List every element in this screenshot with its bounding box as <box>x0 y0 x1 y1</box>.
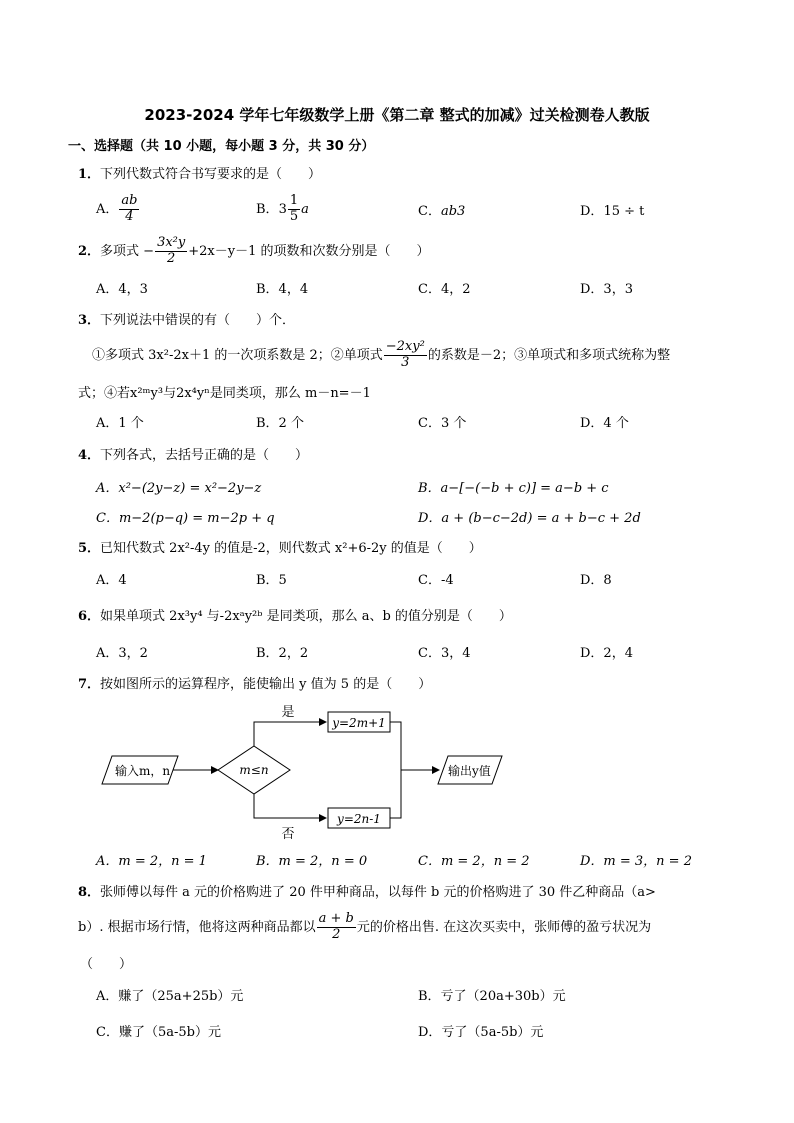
numerator: 3x²y <box>157 235 186 250</box>
numerator: ab <box>121 193 138 208</box>
question-number: 2． <box>78 243 101 259</box>
q4-option-b: B．a−[−(−b + c)] = a−b + c <box>418 481 609 496</box>
q6-option-a: A．3，2 <box>96 646 148 661</box>
fraction <box>119 194 139 225</box>
denominator: 5 <box>289 208 299 224</box>
denominator: 2 <box>332 926 341 942</box>
question-number: 7． <box>78 677 101 692</box>
fraction <box>317 912 356 943</box>
question-3 <box>78 314 295 327</box>
merge-line <box>390 722 401 818</box>
question-stem: 下列说法中错误的有（ ）个． <box>100 313 296 328</box>
fraction <box>288 194 300 225</box>
question-2 <box>78 236 430 267</box>
denominator: 4 <box>125 208 134 224</box>
q7-option-c: C．m = 2，n = 2 <box>418 854 530 869</box>
q3-option-a: A．1 个 <box>96 416 144 431</box>
question-stem: b）. 根据市场行情，他将这两种商品都以 <box>78 919 316 935</box>
q2-option-a: A．4，3 <box>96 282 148 297</box>
question-4 <box>78 449 308 462</box>
section-heading: 一、选择题（共 10 小题，每小题 3 分，共 30 分） <box>68 139 375 154</box>
q8-option-a: A．赚了（25a+25b）元 <box>96 989 244 1004</box>
denominator: 3 <box>401 354 410 370</box>
numerator: 1 <box>289 193 299 208</box>
question-number: 4． <box>78 448 101 463</box>
q8-stem-line2 <box>78 912 651 943</box>
question-stem: 按如图所示的运算程序，能使输出 y 值为 5 的是（ ） <box>100 677 432 692</box>
q2-option-c: C．4，2 <box>418 282 471 297</box>
q3-option-b: B．2 个 <box>256 416 304 431</box>
numerator: −2xy² <box>385 339 425 354</box>
whole-number: 3 <box>278 201 287 217</box>
q2-option-d: D．3，3 <box>580 282 633 297</box>
q8-option-d: D．亏了（5a-5b）元 <box>418 1025 544 1040</box>
denominator: 2 <box>167 250 176 266</box>
q3-statement-line1 <box>92 340 670 371</box>
q3-option-d: D．4 个 <box>580 416 629 431</box>
flowchart <box>96 700 516 845</box>
q7-option-d: D．m = 3，n = 2 <box>580 854 692 869</box>
q4-option-a: A．x²−(2y−z) = x²−2y−z <box>96 481 262 496</box>
top-process-label: y=2m+1 <box>332 716 386 730</box>
question-number: 8． <box>78 885 101 900</box>
q4-option-d: D．a + (b−c−2d) = a + b−c + 2d <box>418 511 641 526</box>
q7-option-b: B．m = 2，n = 0 <box>256 854 368 869</box>
question-stem: 已知代数式 2x²-4y 的值是-2，则代数式 x²+6-2y 的值是（ ） <box>100 541 482 556</box>
option-text: ab3 <box>440 204 466 219</box>
question-5 <box>78 542 482 555</box>
condition-label: m≤n <box>239 763 269 777</box>
q5-option-a: A．4 <box>96 573 127 588</box>
q7-option-a: A．m = 2，n = 1 <box>96 854 207 869</box>
question-stem: +2x－y－1 的项数和次数分别是（ ） <box>188 243 430 259</box>
question-number: 1． <box>78 167 101 182</box>
question-stem: 如果单项式 2x³y⁴ 与-2xᵃy²ᵇ 是同类项，那么 a、b 的值分别是（ ） <box>100 609 512 624</box>
option-text: 15 ÷ t <box>603 204 645 219</box>
no-label: 否 <box>281 827 295 842</box>
q1-option-a <box>96 194 140 225</box>
question-1 <box>78 168 321 181</box>
no-arrow <box>254 794 326 818</box>
q8-answer-blank: （ ） <box>80 957 133 972</box>
fraction <box>384 340 427 371</box>
q1-option-c <box>418 205 465 218</box>
option-label: B． <box>256 201 279 217</box>
option-label: C． <box>418 204 441 219</box>
q5-option-c: C．-4 <box>418 573 454 588</box>
q1-option-b <box>256 194 309 225</box>
numerator: a + b <box>318 911 354 926</box>
q8-option-c: C．赚了（5a-5b）元 <box>96 1025 221 1040</box>
q8-option-b: B．亏了（20a+30b）元 <box>418 989 566 1004</box>
q6-option-b: B．2，2 <box>256 646 309 661</box>
q5-option-b: B．5 <box>256 573 287 588</box>
question-stem: 多项式 − <box>100 243 155 259</box>
option-label: A． <box>96 201 119 217</box>
q6-option-d: D．2，4 <box>580 646 633 661</box>
question-number: 3． <box>78 313 101 328</box>
q1-option-d <box>580 205 644 218</box>
page-title: 2023-2024 学年七年级数学上册《第二章 整式的加减》过关检测卷人教版 <box>144 106 650 124</box>
question-stem: 下列代数式符合书写要求的是（ ） <box>100 167 322 182</box>
fraction <box>155 236 187 267</box>
statement-text: 的系数是－2；③单项式和多项式统称为整 <box>427 347 671 363</box>
question-6 <box>78 610 512 623</box>
question-stem: 下列各式，去括号正确的是（ ） <box>100 448 309 463</box>
question-number: 6． <box>78 609 101 624</box>
input-label: 输入m，n <box>115 764 171 778</box>
yes-arrow <box>254 722 326 746</box>
bottom-process-label: y=2n-1 <box>337 812 381 826</box>
yes-label: 是 <box>281 705 295 720</box>
q3-option-c: C．3 个 <box>418 416 467 431</box>
question-7 <box>78 678 431 691</box>
statement-text: ①多项式 3x²-2x＋1 的一次项系数是 2；②单项式 <box>92 347 383 363</box>
question-number: 5． <box>78 541 101 556</box>
q2-option-b: B．4，4 <box>256 282 309 297</box>
question-8 <box>78 886 656 899</box>
option-label: D． <box>580 204 604 219</box>
question-stem: 张师傅以每件 a 元的价格购进了 20 件甲种商品，以每件 b 元的价格购进了 30 件乙种商品（a> <box>100 885 656 900</box>
question-stem: 元的价格出售. 在这次买卖中，张师傅的盈亏状况为 <box>356 919 652 935</box>
variable: a <box>301 201 309 217</box>
q4-option-c: C．m−2(p−q) = m−2p + q <box>96 511 275 526</box>
q5-option-d: D．8 <box>580 573 612 588</box>
q6-option-c: C．3，4 <box>418 646 471 661</box>
output-label: 输出y值 <box>448 764 491 778</box>
q3-statement-line2: 式；④若x²ᵐy³与2x⁴yⁿ是同类项，那么 m－n=－1 <box>78 386 371 401</box>
